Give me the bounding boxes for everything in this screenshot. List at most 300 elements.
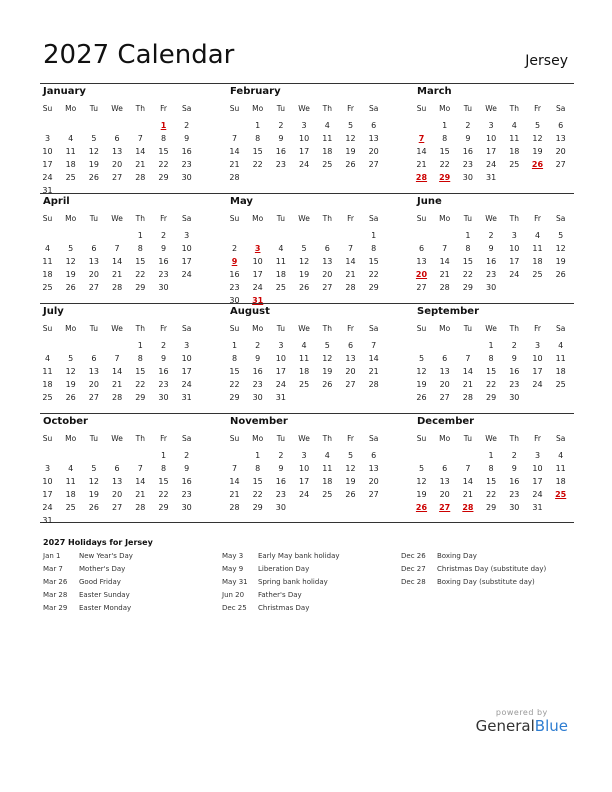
calendar-day: 7 — [114, 244, 120, 253]
calendar-day: 19 — [65, 380, 76, 389]
calendar-day: 11 — [65, 147, 76, 156]
calendar-day: 2 — [231, 244, 238, 253]
calendar-day: 2 — [278, 121, 284, 130]
calendar-day: 16 — [158, 257, 169, 266]
holiday-name: Mother's Day — [79, 565, 126, 573]
weekday-label: Tu — [276, 104, 285, 113]
weekday-label: Th — [135, 324, 145, 333]
holiday-name: Boxing Day — [437, 552, 477, 560]
calendar-day: 20 — [88, 270, 99, 279]
calendar-day: 6 — [371, 121, 377, 130]
calendar-day: 14 — [135, 477, 146, 486]
weekday-label: Su — [416, 104, 427, 113]
calendar-day: 2 — [160, 341, 167, 350]
calendar-day: 28 — [229, 503, 240, 512]
calendar-day: 2 — [184, 121, 190, 130]
calendar-day: 14 — [439, 257, 450, 266]
calendar-day: 17 — [252, 270, 263, 279]
calendar-day: 6 — [114, 464, 120, 473]
calendar-day: 8 — [442, 134, 448, 143]
weekday-label: Mo — [252, 324, 264, 333]
calendar-day: 5 — [534, 121, 541, 130]
calendar-day: 9 — [184, 134, 190, 143]
weekday-label: We — [111, 104, 123, 113]
region-name: Jersey — [525, 53, 568, 69]
holiday-date: May 31 — [222, 578, 248, 586]
calendar-day: 14 — [135, 147, 146, 156]
calendar-day: 3 — [534, 341, 541, 350]
calendar-day: 10 — [509, 244, 520, 253]
calendar-day: 29 — [158, 503, 169, 512]
holiday-name: Easter Sunday — [79, 591, 130, 599]
holiday-date: Mar 29 — [43, 604, 68, 612]
calendar-day: 12 — [345, 134, 356, 143]
month-name: March — [417, 86, 452, 97]
calendar-day: 22 — [439, 160, 450, 169]
calendar-day: 8 — [371, 244, 377, 253]
calendar-day: 25 — [509, 160, 520, 169]
calendar-day: 24 — [509, 270, 520, 279]
calendar-day: 1 — [160, 451, 167, 460]
holiday-day: 9 — [231, 257, 238, 266]
holiday-day: 28 — [462, 503, 474, 512]
holiday-day: 31 — [252, 296, 264, 305]
calendar-day: 22 — [158, 490, 169, 499]
calendar-day: 9 — [488, 244, 494, 253]
weekday-label: We — [485, 434, 497, 443]
calendar-day: 6 — [418, 244, 425, 253]
calendar-day: 24 — [532, 490, 543, 499]
calendar-day: 21 — [368, 367, 379, 376]
weekday-label: Th — [322, 214, 332, 223]
calendar-day: 23 — [252, 380, 263, 389]
calendar-day: 17 — [299, 147, 310, 156]
quarter-divider — [40, 83, 574, 84]
weekday-label: We — [298, 104, 310, 113]
calendar-day: 17 — [486, 147, 497, 156]
calendar-day: 10 — [252, 257, 263, 266]
weekday-label: Mo — [439, 324, 451, 333]
weekday-label: We — [111, 324, 123, 333]
calendar-day: 1 — [231, 341, 238, 350]
weekday-label: Th — [135, 214, 145, 223]
weekday-label: Mo — [65, 104, 77, 113]
calendar-day: 6 — [114, 134, 120, 143]
calendar-day: 27 — [368, 490, 379, 499]
weekday-label: Su — [416, 434, 427, 443]
calendar-day: 9 — [278, 464, 284, 473]
calendar-day: 11 — [532, 244, 543, 253]
calendar-day: 15 — [462, 257, 473, 266]
calendar-day: 28 — [439, 283, 450, 292]
calendar-day: 30 — [462, 173, 473, 182]
calendar-day: 23 — [509, 490, 520, 499]
calendar-day: 4 — [278, 244, 284, 253]
calendar-day: 16 — [509, 477, 520, 486]
weekday-label: Sa — [182, 214, 192, 223]
calendar-day: 7 — [465, 354, 471, 363]
weekday-label: Th — [322, 324, 332, 333]
holiday-day: 29 — [439, 173, 451, 182]
weekday-label: Mo — [65, 214, 77, 223]
calendar-day: 16 — [275, 477, 286, 486]
calendar-day: 22 — [252, 490, 263, 499]
calendar-day: 2 — [184, 451, 190, 460]
calendar-day: 26 — [65, 283, 76, 292]
calendar-day: 17 — [509, 257, 520, 266]
month-name: February — [230, 86, 281, 97]
calendar-day: 30 — [229, 296, 240, 305]
calendar-day: 20 — [368, 147, 379, 156]
holiday-name: Christmas Day (substitute day) — [437, 565, 547, 573]
calendar-day: 21 — [416, 160, 427, 169]
calendar-day: 29 — [252, 503, 263, 512]
calendar-day: 1 — [137, 231, 143, 240]
calendar-day: 12 — [88, 477, 99, 486]
calendar-day: 31 — [42, 516, 53, 525]
month-name: January — [43, 86, 86, 97]
calendar-day: 12 — [532, 134, 543, 143]
calendar-day: 27 — [416, 283, 427, 292]
calendar-day: 6 — [442, 464, 448, 473]
weekday-label: Fr — [347, 324, 354, 333]
calendar-day: 11 — [42, 257, 53, 266]
calendar-day: 3 — [488, 121, 494, 130]
month-name: September — [417, 306, 479, 317]
calendar-day: 10 — [532, 464, 543, 473]
calendar-day: 30 — [181, 503, 192, 512]
holiday-day: 27 — [439, 503, 451, 512]
calendar-day: 14 — [462, 477, 473, 486]
calendar-day: 31 — [42, 186, 53, 195]
calendar-day: 10 — [532, 354, 543, 363]
calendar-day: 7 — [442, 244, 448, 253]
calendar-day: 26 — [345, 490, 356, 499]
calendar-day: 22 — [486, 490, 497, 499]
calendar-day: 28 — [462, 393, 473, 402]
calendar-day: 19 — [88, 160, 99, 169]
calendar-day: 15 — [252, 477, 263, 486]
holiday-day: 25 — [555, 490, 567, 499]
weekday-label: Mo — [439, 214, 451, 223]
calendar-day: 12 — [345, 464, 356, 473]
holiday-day: 26 — [415, 503, 428, 512]
calendar-day: 16 — [252, 367, 263, 376]
calendar-day: 8 — [255, 464, 261, 473]
calendar-day: 20 — [322, 270, 333, 279]
weekday-label: We — [485, 214, 497, 223]
holiday-date: Dec 28 — [401, 578, 426, 586]
calendar-day: 1 — [488, 451, 494, 460]
calendar-day: 19 — [345, 477, 356, 486]
weekday-label: Tu — [463, 434, 472, 443]
brand-name-part1: General — [475, 717, 535, 735]
weekday-label: Th — [509, 324, 519, 333]
month-name: July — [43, 306, 64, 317]
calendar-day: 13 — [88, 367, 99, 376]
calendar-day: 25 — [555, 380, 566, 389]
calendar-day: 16 — [181, 477, 192, 486]
calendar-day: 25 — [65, 173, 76, 182]
calendar-day: 21 — [112, 270, 123, 279]
calendar-day: 11 — [42, 367, 53, 376]
calendar-day: 13 — [416, 257, 427, 266]
calendar-day: 11 — [555, 464, 566, 473]
holiday-name: Boxing Day (substitute day) — [437, 578, 535, 586]
weekday-label: Mo — [439, 104, 451, 113]
calendar-day: 18 — [65, 490, 76, 499]
calendar-day: 14 — [416, 147, 427, 156]
calendar-day: 25 — [275, 283, 286, 292]
calendar-day: 10 — [486, 134, 497, 143]
calendar-day: 8 — [160, 134, 167, 143]
calendar-day: 9 — [160, 354, 167, 363]
calendar-day: 27 — [345, 380, 356, 389]
weekday-label: Fr — [160, 214, 167, 223]
calendar-day: 8 — [465, 244, 471, 253]
calendar-day: 17 — [181, 367, 192, 376]
calendar-day: 27 — [112, 503, 123, 512]
calendar-day: 1 — [255, 451, 261, 460]
calendar-day: 3 — [278, 341, 284, 350]
weekday-label: Su — [229, 324, 240, 333]
calendar-day: 20 — [345, 367, 356, 376]
calendar-day: 15 — [158, 477, 169, 486]
calendar-day: 16 — [509, 367, 520, 376]
calendar-day: 3 — [534, 451, 541, 460]
weekday-label: Fr — [160, 104, 167, 113]
holiday-name: Good Friday — [79, 578, 121, 586]
calendar-day: 5 — [347, 121, 354, 130]
calendar-day: 23 — [158, 270, 169, 279]
calendar-day: 26 — [299, 283, 310, 292]
calendar-day: 13 — [368, 464, 379, 473]
calendar-day: 31 — [181, 393, 192, 402]
calendar-day: 30 — [158, 393, 169, 402]
calendar-day: 5 — [418, 354, 425, 363]
calendar-day: 21 — [229, 490, 240, 499]
calendar-day: 10 — [42, 147, 53, 156]
brand-logo — [476, 708, 568, 735]
holiday-date: May 3 — [222, 552, 244, 560]
calendar-day: 31 — [275, 393, 286, 402]
calendar-day: 23 — [462, 160, 473, 169]
calendar-day: 19 — [65, 270, 76, 279]
calendar-grid — [40, 83, 574, 523]
calendar-day: 9 — [511, 354, 517, 363]
calendar-day: 29 — [229, 393, 240, 402]
weekday-label: Sa — [369, 104, 379, 113]
calendar-day: 29 — [486, 503, 497, 512]
calendar-day: 24 — [181, 270, 192, 279]
calendar-day: 5 — [91, 134, 97, 143]
holiday-date: Dec 25 — [222, 604, 247, 612]
calendar-day: 27 — [368, 160, 379, 169]
calendar-day: 24 — [42, 503, 53, 512]
calendar-day: 29 — [368, 283, 379, 292]
calendar-day: 13 — [555, 134, 566, 143]
month-name: December — [417, 416, 475, 427]
calendar-day: 21 — [462, 490, 473, 499]
weekday-label: Sa — [182, 104, 192, 113]
calendar-day: 10 — [299, 134, 310, 143]
weekday-label: We — [111, 434, 123, 443]
calendar-day: 6 — [558, 121, 564, 130]
holiday-name: Easter Monday — [79, 604, 132, 612]
weekday-label: Fr — [534, 104, 541, 113]
calendar-day: 15 — [135, 257, 146, 266]
calendar-day: 22 — [486, 380, 497, 389]
calendar-day: 28 — [229, 173, 240, 182]
calendar-day: 12 — [416, 367, 427, 376]
calendar-day: 10 — [181, 354, 192, 363]
calendar-day: 7 — [231, 464, 238, 473]
calendar-day: 1 — [255, 121, 261, 130]
calendar-day: 21 — [345, 270, 356, 279]
calendar-day: 25 — [322, 490, 333, 499]
calendar-day: 9 — [278, 134, 284, 143]
calendar-day: 18 — [532, 257, 543, 266]
weekday-label: Su — [229, 434, 240, 443]
calendar-day: 25 — [299, 380, 310, 389]
weekday-label: Fr — [347, 214, 354, 223]
calendar-day: 23 — [181, 160, 192, 169]
calendar-day: 3 — [184, 231, 190, 240]
calendar-day: 18 — [65, 160, 76, 169]
holiday-date: Jun 20 — [222, 591, 245, 599]
calendar-day: 4 — [558, 451, 564, 460]
calendar-day: 24 — [252, 283, 263, 292]
calendar-day: 5 — [68, 354, 74, 363]
calendar-day: 15 — [439, 147, 450, 156]
weekday-label: Th — [322, 104, 332, 113]
weekday-label: Su — [42, 104, 53, 113]
calendar-day: 19 — [345, 147, 356, 156]
holiday-name: Liberation Day — [258, 565, 310, 573]
weekday-label: Tu — [463, 324, 472, 333]
calendar-day: 26 — [555, 270, 566, 279]
calendar-day: 11 — [65, 477, 76, 486]
calendar-day: 8 — [137, 244, 143, 253]
calendar-day: 15 — [368, 257, 379, 266]
calendar-day: 4 — [511, 121, 517, 130]
calendar-day: 18 — [555, 367, 566, 376]
calendar-day: 22 — [462, 270, 473, 279]
weekday-label: Mo — [252, 214, 264, 223]
calendar-day: 11 — [555, 354, 566, 363]
calendar-day: 3 — [511, 231, 517, 240]
calendar-day: 29 — [135, 393, 146, 402]
weekday-label: Sa — [556, 104, 566, 113]
calendar-day: 9 — [465, 134, 471, 143]
calendar-day: 20 — [112, 160, 123, 169]
holiday-name: Spring bank holiday — [258, 578, 328, 586]
calendar-day: 18 — [322, 147, 333, 156]
calendar-day: 1 — [465, 231, 471, 240]
calendar-day: 25 — [322, 160, 333, 169]
weekday-label: Tu — [276, 434, 285, 443]
month-name: April — [43, 196, 70, 207]
calendar-day: 18 — [555, 477, 566, 486]
calendar-day: 14 — [462, 367, 473, 376]
calendar-day: 12 — [299, 257, 310, 266]
calendar-day: 12 — [416, 477, 427, 486]
calendar-day: 23 — [158, 380, 169, 389]
calendar-day: 3 — [44, 134, 51, 143]
calendar-day: 13 — [345, 354, 356, 363]
weekday-label: Sa — [369, 434, 379, 443]
calendar-day: 3 — [301, 121, 307, 130]
calendar-day: 7 — [371, 341, 377, 350]
calendar-day: 5 — [347, 451, 354, 460]
calendar-day: 9 — [160, 244, 167, 253]
calendar-day: 3 — [184, 341, 190, 350]
calendar-day: 7 — [465, 464, 471, 473]
calendar-day: 4 — [68, 134, 74, 143]
calendar-day: 11 — [299, 354, 310, 363]
weekday-label: Tu — [276, 324, 285, 333]
quarter-divider — [40, 303, 574, 304]
calendar-day: 25 — [65, 503, 76, 512]
calendar-day: 22 — [229, 380, 240, 389]
calendar-day: 8 — [137, 354, 143, 363]
weekday-label: Sa — [369, 324, 379, 333]
calendar-day: 22 — [252, 160, 263, 169]
weekday-label: Su — [42, 324, 53, 333]
calendar-day: 23 — [181, 490, 192, 499]
weekday-label: Sa — [182, 434, 192, 443]
calendar-day: 4 — [558, 341, 564, 350]
calendar-day: 11 — [509, 134, 520, 143]
calendar-day: 26 — [322, 380, 333, 389]
calendar-day: 8 — [488, 354, 494, 363]
calendar-day: 5 — [91, 464, 97, 473]
calendar-day: 14 — [368, 354, 379, 363]
calendar-day: 22 — [135, 380, 146, 389]
month-name: August — [230, 306, 270, 317]
calendar-day: 4 — [301, 341, 307, 350]
calendar-day: 10 — [275, 354, 286, 363]
holiday-day: 26 — [531, 160, 544, 169]
weekday-label: Sa — [182, 324, 192, 333]
weekday-label: Sa — [556, 434, 566, 443]
calendar-day: 4 — [44, 244, 51, 253]
calendar-day: 6 — [347, 341, 354, 350]
weekday-label: Fr — [347, 104, 354, 113]
calendar-day: 6 — [91, 354, 97, 363]
calendar-day: 14 — [112, 257, 123, 266]
calendar-day: 31 — [532, 503, 543, 512]
weekday-label: Tu — [89, 324, 98, 333]
calendar-day: 24 — [299, 160, 310, 169]
calendar-day: 8 — [231, 354, 238, 363]
weekday-label: We — [298, 434, 310, 443]
calendar-day: 19 — [299, 270, 310, 279]
quarter-divider — [40, 413, 574, 414]
calendar-day: 13 — [439, 477, 450, 486]
calendar-day: 18 — [299, 367, 310, 376]
calendar-day: 22 — [368, 270, 379, 279]
holiday-date: May 9 — [222, 565, 244, 573]
calendar-day: 23 — [509, 380, 520, 389]
calendar-day: 15 — [135, 367, 146, 376]
weekday-label: Su — [42, 214, 53, 223]
calendar-day: 13 — [112, 477, 123, 486]
calendar-day: 11 — [322, 464, 333, 473]
calendar-day: 4 — [324, 451, 330, 460]
calendar-day: 16 — [181, 147, 192, 156]
calendar-day: 17 — [299, 477, 310, 486]
